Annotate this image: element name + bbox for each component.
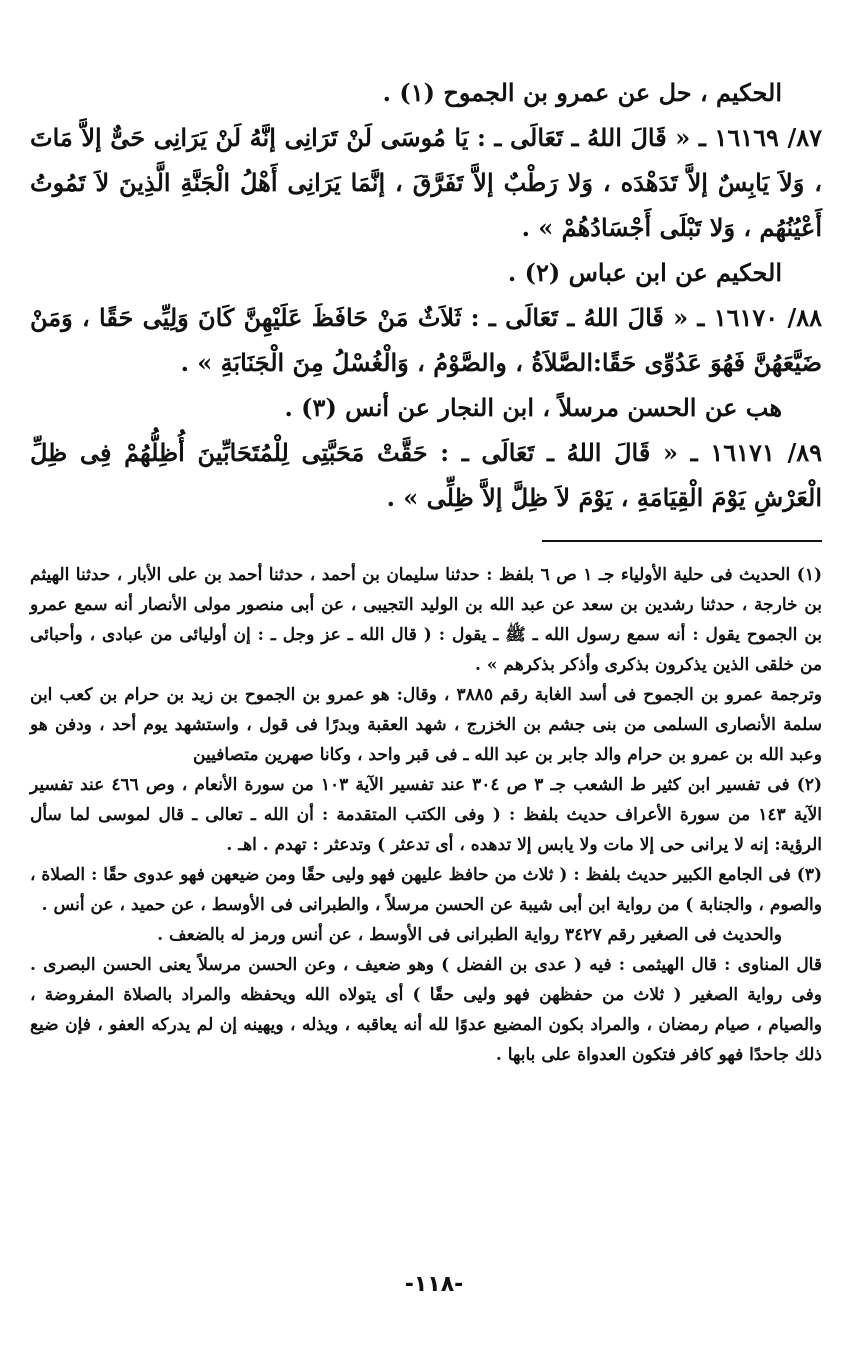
hadith-section <box>30 70 822 520</box>
footnote-divider <box>542 540 822 542</box>
source-line-top: الحكيم ، حل عن عمرو بن الجموح (١) . <box>382 78 782 107</box>
footnote-3-continued: والحديث فى الصغير رقم ٣٤٢٧ رواية الطبرانى فى الأوسط ، عن أنس ورمز له بالضعف . <box>157 925 782 945</box>
footnote-3: (٣) فى الجامع الكبير حديث بلفظ : ( ثلاث من حافظ عليهن فهو وليى حقًا ومن ضيعهن فهو عدوى حقًا : الصلاة ، والصوم ، والجنابة ) من رواية ابن أبى شيبة عن الحسن مرسلاً ، والطبرانى فى الأوسط ، عن حميد ، عن أنس . <box>30 865 822 915</box>
source-line-89: هب عن الحسن مرسلاً ، ابن النجار عن أنس (٣) . <box>284 393 782 422</box>
footnote-2: (٢) فى تفسير ابن كثير ط الشعب جـ ٣ ص ٣٠٤ عند تفسير الآية ١٠٣ من سورة الأنعام ، وص ٤٦٦ عند تفسير الآية ١٤٣ من سورة الأعراف حديث بلفظ : ( وفى الكتب المتقدمة : أن الله ـ تعالى ـ قال لموسى لما سأل الرؤية: إنه لا يرانى حى إلا مات ولا يابس إلا تدهده ، أى تدعثر ) وتدعثر : تهدم . اهـ . <box>30 775 822 855</box>
hadith-89: ٨٩/ ١٦١٧١ ـ « قَالَ اللهُ ـ تَعَالَى ـ : حَقَّتْ مَحَبَّتِى لِلْمُتَحَابِّينَ أُظِلُّهُمْ فِى ظِلِّ الْعَرْشِ يَوْمَ الْقِيَامَةِ ، يَوْمَ لاَ ظِلَّ إلاَّ ظِلِّى » . <box>30 438 823 512</box>
source-line-88: الحكيم عن ابن عباس (٢) . <box>507 258 782 287</box>
document-page <box>30 70 822 1070</box>
hadith-87: ٨٧/ ١٦١٦٩ ـ « قَالَ اللهُ ـ تَعَالَى ـ : يَا مُوسَى لَنْ تَرَانِى إنَّهُ لَنْ يَرَانِى حَىٌّ إلاَّ مَاتَ ، وَلاَ يَابِسٌ إلاَّ تَدَهْدَه ، وَلا رَطْبٌ إلاَّ تَفَرَّقَ ، إنَّمَا يَرَانِى أَهْلُ الْجَنَّةِ الَّذِينَ لاَ تَمُوتُ أَعْيُنُهُم ، وَلا تَبْلَى أَجْسَادُهُمْ » . <box>30 123 822 242</box>
hadith-88: ٨٨/ ١٦١٧٠ ـ « قَالَ اللهُ ـ تَعَالَى ـ : ثَلاَثٌ مَنْ حَافَظَ عَلَيْهِنَّ كَانَ وَلِيِّى حَقًا ، وَمَنْ ضَيَّعَهُنَّ فَهُوَ عَدُوِّى حَقًا:الصَّلاَةُ ، والصَّوْمُ ، وَالْغُسْلُ مِنَ الْجَنَابَةِ » . <box>30 303 823 377</box>
footnotes-section <box>30 560 822 1070</box>
footnote-1-continued: وترجمة عمرو بن الجموح فى أسد الغابة رقم ٣٨٨٥ ، وقال: هو عمرو بن الجموح بن زيد بن حرام بن كعب ابن سلمة الأنصارى السلمى من بنى جشم بن الخزرج ، شهد العقبة وبدرًا فى قول ، واستشهد يوم أحد ، ودفن هو وعبد الله بن عمرو بن حرام والد جابر بن عبد الله ـ فى قبر واحد ، وكانا صهرين متصافيين <box>30 685 822 765</box>
page-number: -١١٨- <box>404 1272 464 1297</box>
footnote-1: (١) الحديث فى حلية الأولياء جـ ١ ص ٦ بلفظ : حدثنا سليمان بن أحمد ، حدثنا أحمد بن على الأبار ، حدثنا الهيثم بن خارجة ، حدثنا رشدين بن سعد عن عبد الله بن الوليد التجيبى ، عن أبى منصور مولى الأنصار أنه سمع عمرو بن الجموح يقول : أنه سمع رسول الله ـ ﷺ ـ يقول : ( قال الله ـ عز وجل ـ : إن أوليائى من عبادى ، وأحبائى من خلقى الذين يذكرون بذكرى وأذكر بذكرهم » . <box>30 565 822 675</box>
footnote-3-commentary: قال المناوى : قال الهيثمى : فيه ( عدى بن الفضل ) وهو ضعيف ، وعن الحسن مرسلاً يعنى الحسن البصرى . وفى رواية الصغير ( ثلاث من حفظهن فهو وليى حقًا ) أى يتولاه الله ويحفظه والمراد بالصلاة المفروضة ، والصيام ، صيام رمضان ، والمراد بكون المضيع عدوًا لله أنه يعاقبه ، ويذله ، ويهينه إن لم يدركه العفو ، فإن ضيع ذلك جاحدًا فهو كافر فتكون العدواة على بابها . <box>30 955 822 1065</box>
